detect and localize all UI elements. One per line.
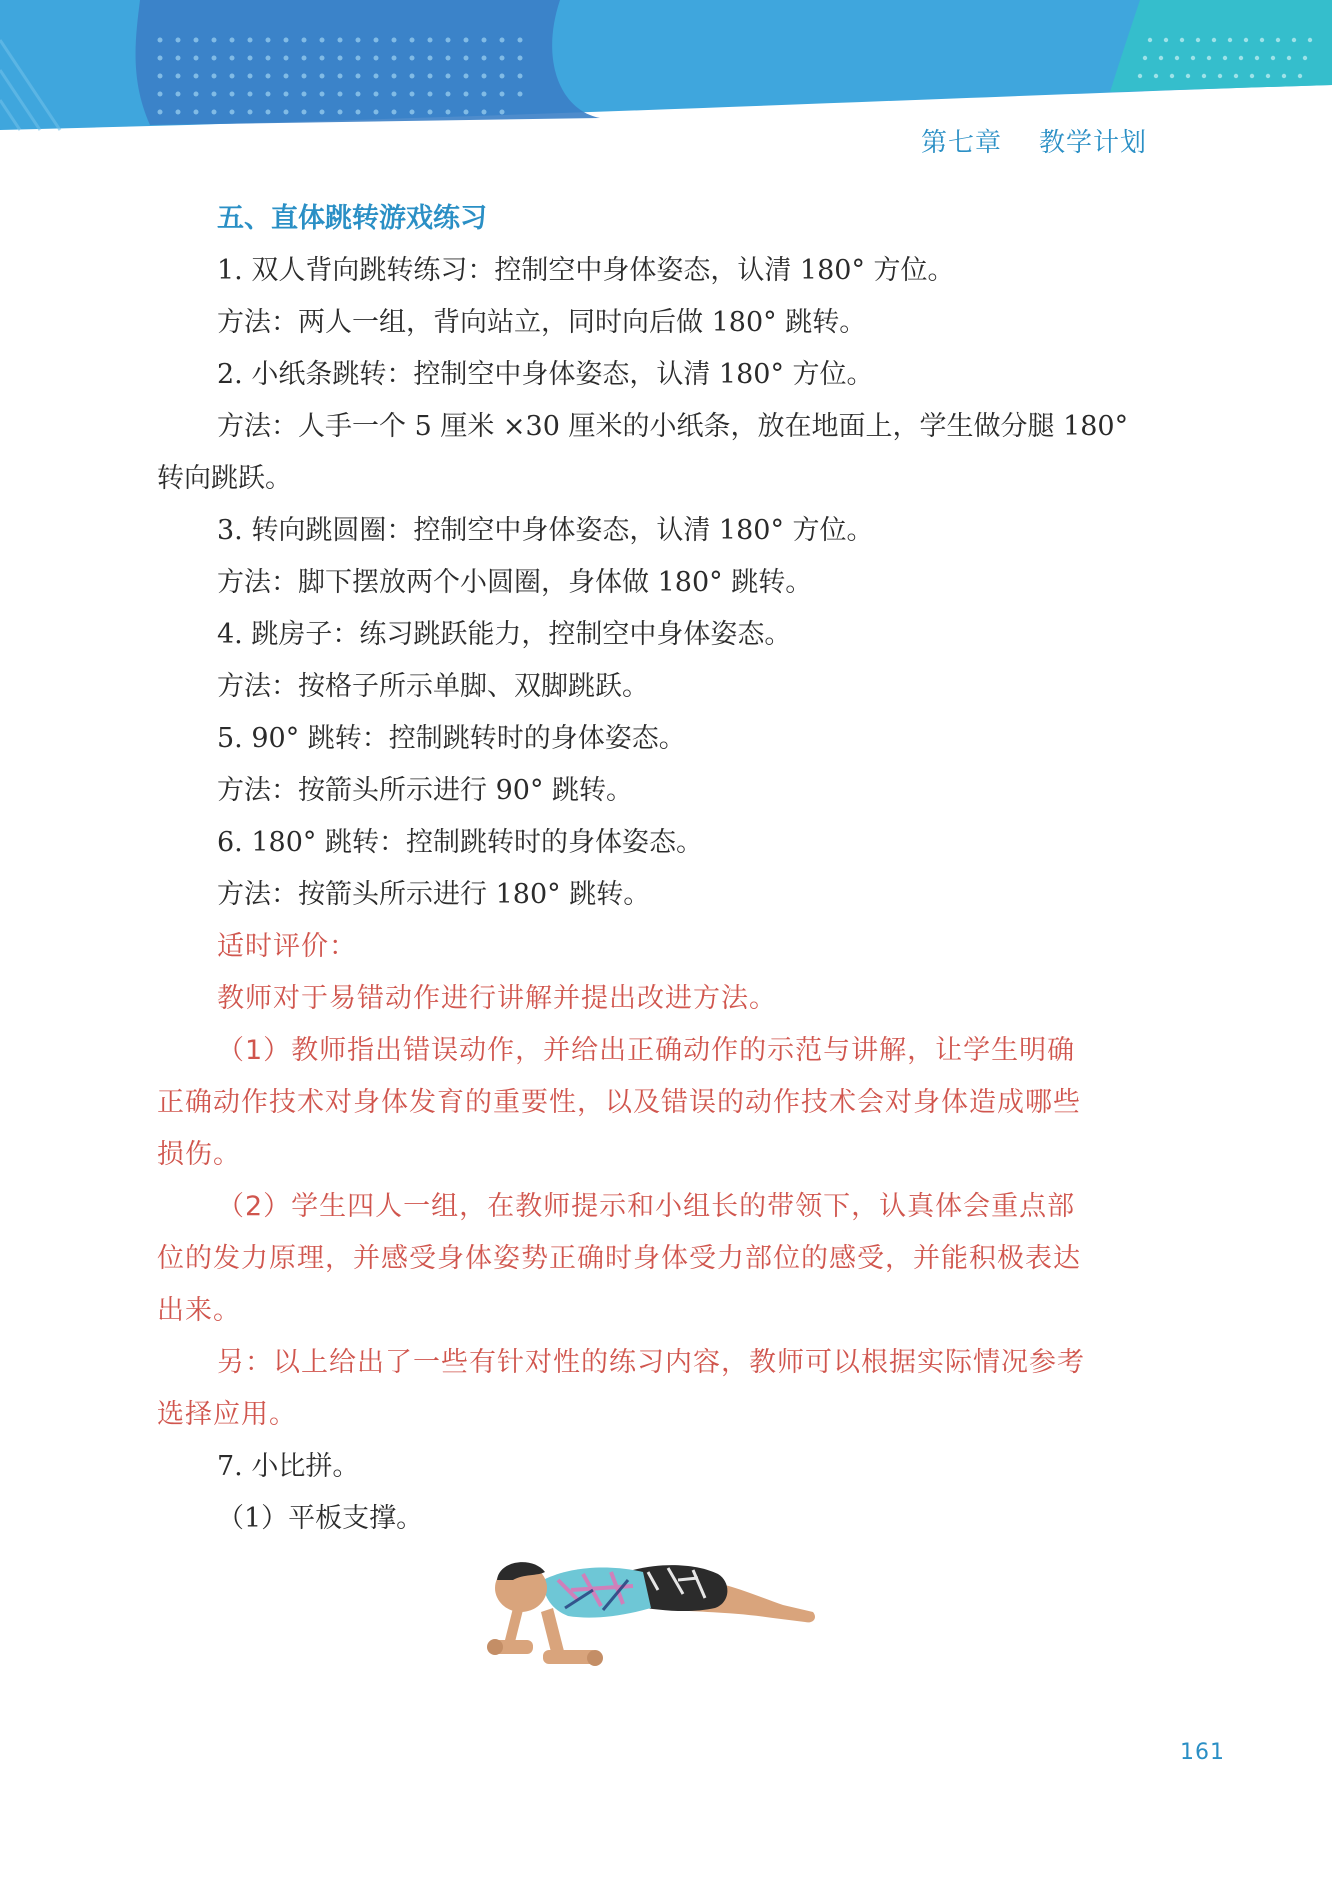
- text-line: 6. 180° 跳转：控制跳转时的身体姿态。: [217, 827, 703, 858]
- text-line: 转向跳跃。: [157, 463, 292, 494]
- page-content: [157, 193, 1151, 1545]
- plank-photo: [483, 1550, 823, 1690]
- text-line: 方法：脚下摆放两个小圆圈，身体做 180° 跳转。: [217, 567, 813, 598]
- text-line: 4. 跳房子：练习跳跃能力，控制空中身体姿态。: [217, 619, 792, 650]
- text-line: 方法：按箭头所示进行 90° 跳转。: [217, 775, 634, 806]
- text-line: 3. 转向跳圆圈：控制空中身体姿态，认清 180° 方位。: [217, 515, 874, 546]
- section-heading: 五、直体跳转游戏练习: [217, 203, 487, 234]
- text-line: 方法：按格子所示单脚、双脚跳跃。: [217, 671, 649, 702]
- evaluation-line: 另：以上给出了一些有针对性的练习内容，教师可以根据实际情况参考: [217, 1347, 1085, 1378]
- text-line: 2. 小纸条跳转：控制空中身体姿态，认清 180° 方位。: [217, 359, 874, 390]
- evaluation-line: 出来。: [157, 1295, 241, 1326]
- evaluation-line: （2）学生四人一组，在教师提示和小组长的带领下，认真体会重点部: [217, 1191, 1076, 1222]
- evaluation-line: 适时评价：: [217, 931, 357, 962]
- evaluation-line: （1）教师指出错误动作，并给出正确动作的示范与讲解，让学生明确: [217, 1035, 1076, 1066]
- page-number: 161: [1180, 1740, 1225, 1765]
- evaluation-line: 选择应用。: [157, 1399, 297, 1430]
- chapter-title: 第七章 教学计划: [920, 128, 1147, 158]
- text-line: 方法：按箭头所示进行 180° 跳转。: [217, 879, 651, 910]
- text-line: （1）平板支撑。: [217, 1503, 424, 1534]
- evaluation-line: 损伤。: [157, 1139, 241, 1170]
- text-line: 方法：两人一组，背向站立，同时向后做 180° 跳转。: [217, 307, 867, 338]
- text-line: 方法：人手一个 5 厘米 ×30 厘米的小纸条，放在地面上，学生做分腿 180°: [217, 411, 1129, 442]
- evaluation-line: 教师对于易错动作进行讲解并提出改进方法。: [217, 983, 777, 1014]
- text-line: 1. 双人背向跳转练习：控制空中身体姿态，认清 180° 方位。: [217, 255, 955, 286]
- text-line: 7. 小比拼。: [217, 1451, 360, 1482]
- text-line: 5. 90° 跳转：控制跳转时的身体姿态。: [217, 723, 686, 754]
- evaluation-line: 位的发力原理，并感受身体姿势正确时身体受力部位的感受，并能积极表达: [157, 1243, 1081, 1274]
- evaluation-line: 正确动作技术对身体发育的重要性，以及错误的动作技术会对身体造成哪些: [157, 1087, 1081, 1118]
